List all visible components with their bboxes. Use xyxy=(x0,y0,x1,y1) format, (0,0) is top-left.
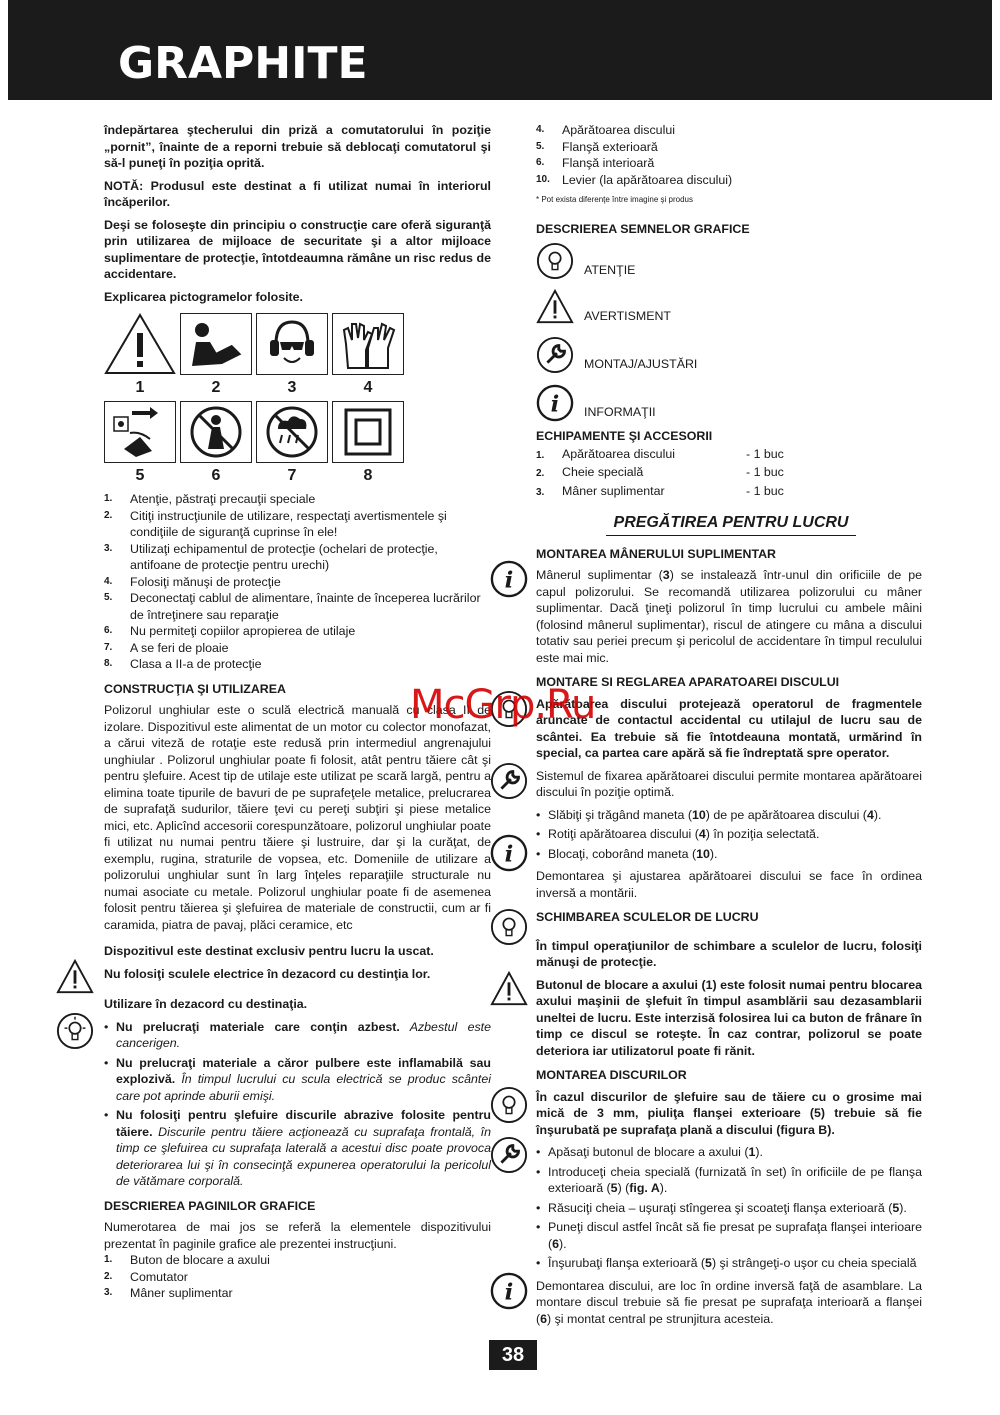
disc-steps xyxy=(536,1144,922,1272)
note: NOTĂ: Produsul este destinat a fi utilizat numai în interiorul încăperilor. xyxy=(104,178,491,209)
list-number: 1. xyxy=(104,1254,113,1265)
section-heading: CONSTRUCŢIA ŞI UTILIZAREA xyxy=(104,681,286,696)
bold-text: Nu prelucraţi materiale care conţin azbest. xyxy=(116,1019,400,1034)
rain-pictogram xyxy=(256,401,328,463)
list-item: • Slăbiţi şi trăgând maneta (10) de pe apărătoarea discului (4). xyxy=(536,807,922,824)
pictogram-number: 2 xyxy=(211,379,221,396)
brand-logo: GRAPHITE xyxy=(118,38,368,89)
paragraph: îndepărtarea ştecherului din priză a comutatorului în poziţie „pornit”, înainte de a reporni trebuie să deblocaţi comutatorul şi să-l puneţi în poziţia oprită. xyxy=(104,123,491,170)
list-item: • Rotiţi apărătoarea discului (4) în poziţia selectată. xyxy=(536,826,922,843)
no-children-icon xyxy=(186,405,246,459)
list-text: Flanşă exterioară xyxy=(562,139,658,154)
warning-icon xyxy=(536,288,574,326)
italic-text: Azbestul este cancerigen. xyxy=(116,1019,491,1050)
list-text: Mâner suplimentar xyxy=(562,483,665,498)
list-item xyxy=(104,491,491,508)
paragraph: În timpul operaţiunilor de schimbare a sculelor de lucru, folosiţi mănuşi de protecţie. xyxy=(536,938,922,969)
attention-bulb-icon xyxy=(536,242,574,280)
paragraph: Polizorul unghiular este o sculă electrică manuală cu clasa II de izolare. Dispozitivul este alimentat de un motor cu colector monofazat, a cărui viteză de rotaţie este redusă prin intermediul angrenajului unghiular . Polizorul unghiular poate fi folosit, atât pentru tăiere cât şi pentru şlefuire. Acest tip de utilaje este utilizat pe scară largă, pentru a elimina toate tipurile de bavuri de pe suprafeţele metalice, prelucrarea de suprafaţă sudurilor, tăiere ţevi cu pereţi subţiri şi piese metalice mici, etc. Aplicînd accesorii corespunzătoare, polizorul unghiular poate fi utilizat nu numai pentru tăiere şi lustruire, dar şi la curăţat, de exemplu, rugina, straturile de vopsea, etc. Domeniile de utilizare a polizorului unghiular sunt în larg înţeles reparaţiile structurale nu numai asociate cu metale. Polizorul unghiular poate fi de asemenea folosit pentru tăierea şi şlefuirea de materiale de constructii, cum ar fi caramida, piatra de pavaj, plăci ceramice, etc xyxy=(104,703,491,932)
list-text: Utilizaţi echipamentul de protecţie (ochelari de protecţie, antifoane de protecţie pentru urechi) xyxy=(130,541,438,572)
list-item: • Introduceţi cheia specială (furnizată în set) în orificiile de pe flanşa exterioară (5) (fig. A). xyxy=(536,1164,922,1197)
wrench-icon xyxy=(490,1136,528,1174)
equipment-item xyxy=(536,446,746,465)
svg-text:i: i xyxy=(504,1279,514,1306)
list-number: 5. xyxy=(104,592,113,603)
pictogram-number: 4 xyxy=(363,379,373,396)
bold-text: Nu folosiţi pentru şlefuire discurile abrazive folosite pentru tăiere. xyxy=(116,1108,491,1139)
ref-number: 3 xyxy=(662,568,670,582)
list-item: • Apăsaţi butonul de blocare a axului (1). xyxy=(536,1144,922,1161)
sign-assembly xyxy=(536,336,922,374)
equipment-qty: - 1 buc xyxy=(746,483,784,498)
attention-bulb-icon xyxy=(490,908,528,946)
list-number: 3. xyxy=(104,542,113,554)
no-rain-icon xyxy=(262,405,322,459)
list-number: 2. xyxy=(104,509,113,521)
double-insulation-icon xyxy=(343,407,393,457)
list-item: • Blocaţi, coborând maneta (10). xyxy=(536,846,922,863)
list-number: 3. xyxy=(104,1287,113,1298)
sign-label: INFORMAŢII xyxy=(584,404,656,419)
list-number: 7. xyxy=(104,641,113,653)
list-text: Nu permiteţi copiilor apropierea de utilaje xyxy=(130,624,356,638)
unplug-icon xyxy=(110,405,170,459)
svg-text:i: i xyxy=(504,841,514,868)
gloves-pictogram xyxy=(332,313,404,375)
paragraph: Demontarea discului, are loc în ordine inversă faţă de asamblare. La montare discul trebuie să fie presat pe suprafaţa interioară a flanşei (6) şi montat central pe strunjitura acesteia. xyxy=(536,1278,922,1326)
sign-attention xyxy=(536,242,922,280)
list-item xyxy=(104,508,491,541)
list-text: A se feri de ploaie xyxy=(130,640,229,655)
section-heading: MONTAREA DISCURILOR xyxy=(536,1068,687,1082)
list-text: Buton de blocare a axului xyxy=(130,1253,270,1267)
list-text: Citiţi instrucţiunile de utilizare, respectaţi avertismentele şi condiţiile de siguranţă cuprinse în ele! xyxy=(130,508,447,539)
list-item xyxy=(104,1019,491,1052)
pictogram-number: 6 xyxy=(211,467,221,484)
info-icon xyxy=(536,384,574,422)
section-heading: DESCRIEREA SEMNELOR GRAFICE xyxy=(536,221,750,236)
svg-text:i: i xyxy=(504,567,514,594)
equipment-qty: - 1 buc xyxy=(746,446,784,461)
paragraph: Butonul de blocare a axului (1) este folosit numai pentru blocarea axului maşinii de şlefuit în timpul asamblării sau dezasamblarii uneltei de lucru. Este interzisă folosirea lui ca buton de frânare în timp ce discul se roteşte. În caz contrar, polizorul se poate deteriora iar utilizatorul poate fi rănit. xyxy=(536,977,922,1058)
misuse-heading: Utilizare în dezacord cu destinaţia. xyxy=(104,997,308,1011)
sign-label: AVERTISMENT xyxy=(584,308,671,323)
list-item xyxy=(104,1055,491,1105)
list-number: 4. xyxy=(536,124,545,135)
equipment-item xyxy=(536,483,746,502)
list-item xyxy=(104,640,491,657)
pictogram-number: 3 xyxy=(287,379,297,396)
warning-icon xyxy=(490,970,528,1008)
italic-text: Discurile pentru tăiere acţionează cu suprafaţa frontală, în timp ce şlefuirea cu suprafaţa laterală a acestui disc poate provoca deteriorarea lui şi în consecinţă expunerea operatorului la pericolul de vătămare corporală. xyxy=(116,1124,491,1188)
list-number: 5. xyxy=(536,140,545,152)
list-item xyxy=(536,122,922,139)
bold-text: Nu prelucraţi materiale a căror pulbere este inflamabilă sau explozivă. xyxy=(116,1055,491,1086)
list-text: Mâner suplimentar xyxy=(130,1286,233,1300)
warning-icon xyxy=(56,958,94,996)
list-number: 1. xyxy=(536,449,545,461)
section-heading: DESCRIEREA PAGINILOR GRAFICE xyxy=(104,1198,316,1213)
equipment-item xyxy=(536,464,746,483)
list-item xyxy=(536,172,922,189)
paragraph: Apărătoarea discului protejează operatorul de fragmentele aruncate de contactul accidental cu utilajul de lucru sau de scântei. Ea trebuie să fie întotdeauna montată, urmărind în special, ca partea care apără să fie îndreptată spre operator. xyxy=(536,696,922,760)
misuse-note: Nu folosiţi sculele electrice în dezacord cu destinţia lor. xyxy=(104,966,431,981)
goggles-earmuffs-icon xyxy=(262,318,322,370)
list-item: • Puneţi discul astfel încât să fie presat pe suprafaţa flanşei interioare (6). xyxy=(536,1219,922,1252)
attention-bulb-icon xyxy=(490,1086,528,1124)
parts-list xyxy=(104,1252,491,1302)
list-item xyxy=(104,1252,491,1269)
class-ii-pictogram xyxy=(332,401,404,463)
section-heading: ECHIPAMENTE ŞI ACCESORII xyxy=(536,429,713,443)
pictogram-grid xyxy=(104,313,491,487)
caution-pictogram xyxy=(104,313,176,375)
section-title: PREGĂTIREA PENTRU LUCRU xyxy=(606,515,856,536)
info-icon xyxy=(490,834,528,872)
text: ) se instalează într-unul din orificiile de pe capul polizorului. Se recomandă utilizarea polizorului cu mâner suplimentar. Dacă ţineţi polizorul în timp lucrului cu ambele mâini (folosind mânerul suplimentar), riscul de atingere cu mâna a discului totativ sau periei precum şi pericolul de accidentare în timpul reculului este mai mic. xyxy=(536,568,922,665)
watermark: McGrp.Ru xyxy=(410,682,596,728)
unplug-pictogram xyxy=(104,401,176,463)
guard-steps xyxy=(536,807,922,863)
list-text: Atenţie, păstraţi precauţii speciale xyxy=(130,492,316,506)
list-item xyxy=(104,574,491,591)
list-number: 4. xyxy=(104,575,113,587)
sign-info xyxy=(536,384,922,422)
list-item xyxy=(104,541,491,574)
wrench-icon xyxy=(536,336,574,374)
list-item xyxy=(104,1269,491,1286)
italic-text: În timpul lucrului cu scula electrică se produc scântei care pot aprinde aburii emişi. xyxy=(116,1072,491,1103)
info-icon xyxy=(490,1272,528,1310)
list-item xyxy=(536,155,922,172)
info-icon xyxy=(490,560,528,598)
pictogram-number: 1 xyxy=(135,379,145,396)
list-item xyxy=(104,656,491,673)
list-text: Flanşă interioară xyxy=(562,156,655,170)
manual-pictogram xyxy=(180,313,252,375)
read-manual-icon xyxy=(186,318,246,370)
list-text: Apărătoarea discului xyxy=(562,446,675,461)
pictogram-heading: Explicarea pictogramelor folosite. xyxy=(104,289,304,304)
list-item xyxy=(104,1285,491,1302)
list-number: 6. xyxy=(104,625,113,636)
list-item: • Răsuciţi cheia – uşuraţi stîngerea şi scoateţi flanşa exterioară (5). xyxy=(536,1200,922,1217)
list-text: Clasa a II-a de protecţie xyxy=(130,657,262,671)
gloves-icon xyxy=(338,318,398,370)
dry-use-note: Dispozitivul este destinat exclusiv pentru lucru la uscat. xyxy=(104,944,434,958)
list-text: Deconectaţi cablul de alimentare, înainte de începerea lucrărilor de întreţinere sau reparaţie xyxy=(130,591,481,622)
text: Mânerul suplimentar ( xyxy=(536,568,663,582)
sign-label: MONTAJ/AJUSTĂRI xyxy=(584,356,698,371)
pictogram-number: 7 xyxy=(287,467,297,484)
section-heading: MONTAREA MÂNERULUI SUPLIMENTAR xyxy=(536,546,776,561)
page-header xyxy=(8,0,992,100)
svg-text:i: i xyxy=(550,391,560,418)
list-text: Comutator xyxy=(130,1269,188,1284)
pictogram-number: 5 xyxy=(135,467,145,484)
list-item xyxy=(104,590,491,623)
list-item: • Înşurubaţi flanşa exterioară (5) şi strângeţi-o uşor cu cheia specială xyxy=(536,1255,922,1272)
paragraph: Sistemul de fixarea apărătoarei discului permite montarea apărătoarei discului în poziţie optimă. xyxy=(536,768,922,799)
list-number: 2. xyxy=(104,1270,113,1282)
parts-list xyxy=(536,122,922,188)
no-children-pictogram xyxy=(180,401,252,463)
list-text: Apărătoarea discului xyxy=(562,123,675,137)
paragraph xyxy=(536,567,922,666)
paragraph: Deşi se foloseşte din principiu o construcţie care oferă siguranţă prin utilizarea de mijloace de securitate şi a altor mijloace suplimentare de protecţie, întotdeaumna rămâne un risc redus de accidentare. xyxy=(104,217,491,281)
paragraph: În cazul discurilor de şlefuire sau de tăiere cu o grosime mai mică de 3 mm, piuliţa flanşei exterioare (5) trebuie să fie înşurubată pe suprafaţa plană a discului (figura B). xyxy=(536,1089,922,1137)
list-item xyxy=(104,623,491,640)
list-number: 2. xyxy=(536,468,545,479)
list-text: Cheie specială xyxy=(562,465,644,479)
pictogram-number: 8 xyxy=(363,467,373,484)
list-item xyxy=(536,139,922,156)
list-number: 6. xyxy=(536,157,545,168)
section-heading: MONTARE SI REGLAREA APARATOAREI DISCULUI xyxy=(536,675,840,689)
page-number: 38 xyxy=(489,1340,537,1370)
list-number: 3. xyxy=(536,486,545,498)
wrench-icon xyxy=(490,762,528,800)
list-item xyxy=(104,1107,491,1190)
list-number: 8. xyxy=(104,658,113,669)
footnote: * Pot exista diferenţe între imagine şi produs xyxy=(536,195,693,204)
equipment-qty: - 1 buc xyxy=(746,465,784,479)
paragraph: Demontarea şi ajustarea apărătoarei discului se face în ordinea inversă a montării. xyxy=(536,869,922,900)
pictogram-list xyxy=(104,491,491,673)
sign-label: ATENŢIE xyxy=(584,262,636,277)
warning-triangle-icon xyxy=(104,313,176,375)
protection-gear-pictogram xyxy=(256,313,328,375)
misuse-list xyxy=(104,1019,491,1190)
section-heading: SCHIMBAREA SCULELOR DE LUCRU xyxy=(536,910,759,924)
list-text: Folosiţi mănuşi de protecţie xyxy=(130,574,281,589)
equipment-table xyxy=(536,446,922,502)
sign-warning xyxy=(536,288,922,326)
list-text: Levier (la apărătoarea discului) xyxy=(562,172,733,187)
paragraph: Numerotarea de mai jos se referă la elementele dispozitivului prezentat în paginile grafice ale prezentei instrucţiuni. xyxy=(104,1220,491,1251)
list-number: 10. xyxy=(536,173,550,185)
attention-bulb-icon xyxy=(56,1012,94,1050)
list-number: 1. xyxy=(104,493,113,504)
